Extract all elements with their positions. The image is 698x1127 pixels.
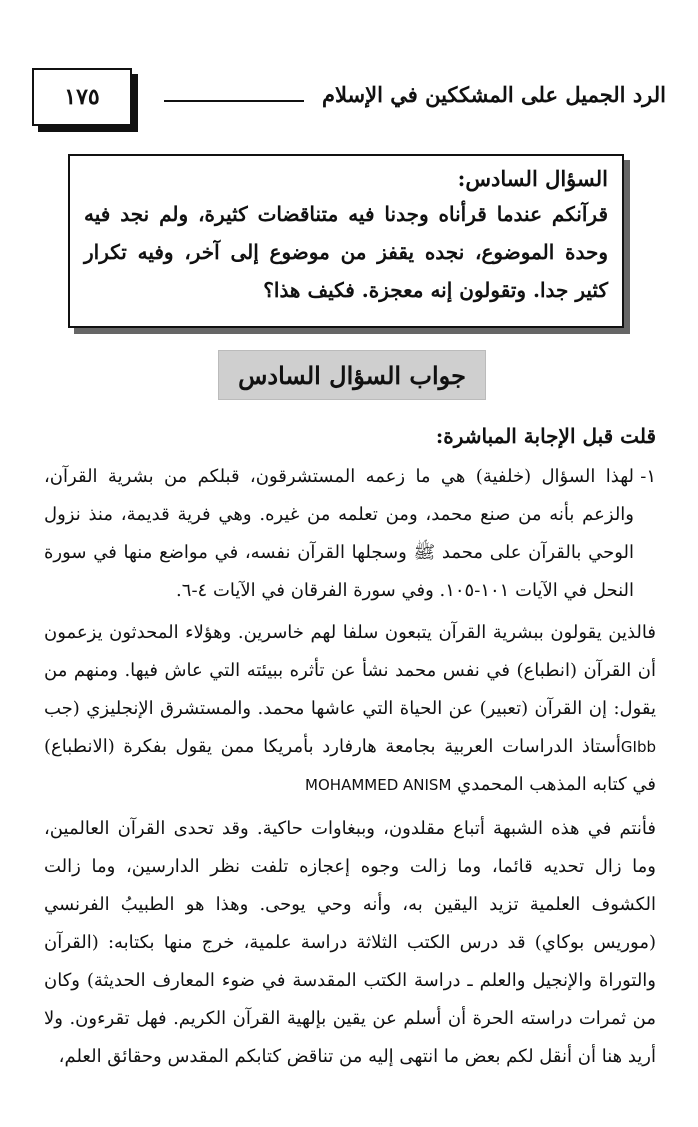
question-box (68, 154, 624, 328)
paragraph-response: فأنتم في هذه الشبهة أتباع مقلدون، وببغاوات حاكية. وقد تحدى القرآن العالمين، وما زال تحديه قائما، وما زالت وجوه إعجازه تلفت نظر الدارسين، وما زالت الكشوف العلمية تزيد اليقين به، وأنه وحي يوحى. وهذا هو الطبيبُ الفرنسي (موريس بوكاي) قد درس الكتب الثلاثة دراسة علمية، خرج منها بكتابه: (القرآن والتوراة والإنجيل والعلم ـ دراسة الكتب المقدسة في ضوء المعارف الحديثة) وكان من ثمرات دراسته الحرة أن أسلم عن يقين بإلهية القرآن الكريم. فهل تقرءون. ولا أريد هنا أن أنقل لكم بعض ما انتهى إليه من تناقض كتابكم المقدس وحقائق العلم، (44, 818, 656, 1067)
paragraph-orientalists (44, 614, 656, 804)
page-number: ١٧٥ (32, 68, 132, 126)
answer-body (44, 418, 656, 1118)
latin-name: GIbb (620, 738, 656, 756)
question-heading: السؤال السادس: (457, 166, 608, 191)
running-header (32, 68, 666, 130)
point-number: ١- (640, 466, 656, 487)
paragraph-text: فالذين يقولون ببشرية القرآن يتبعون سلفا لهم خاسرين. وهؤلاء المحدثون يزعمون أن القرآن (انطباع) في نفس محمد نشأ عن تأثره ببيئته التي عاش فيها. ومنهم من يقول: إن القرآن (تعبير) عن الحياة التي عاشها محمد. والمستشرق الإنجليزي (جب (44, 622, 656, 719)
latin-book-title: MOHAMMED ANISM (305, 776, 452, 794)
question-text: قرآنكم عندما قرأناه وجدنا فيه متناقضات كثيرة، ولم نجد فيه وحدة الموضوع، نجده يقفز من موضوع إلى آخر، وفيه تكرار كثير جدا. وتقولون إنه معجزة. فكيف هذا؟ (84, 202, 608, 302)
running-title: الرد الجميل على المشككين في الإسلام (322, 82, 666, 107)
numbered-point (44, 458, 656, 610)
paragraph-text: أستاذ الدراسات العربية بجامعة هارفارد بأمريكا ممن يقول بفكرة (الانطباع) في كتابه المذهب المحمدي (44, 736, 656, 795)
answer-heading: جواب السؤال السادس (218, 350, 486, 400)
header-rule (164, 100, 304, 102)
answer-intro: قلت قبل الإجابة المباشرة: (435, 424, 656, 448)
point-text: لهذا السؤال (خلفية) هي ما زعمه المستشرقون، قبلكم من بشرية القرآن، والزعم بأنه من صنع محمد، ومن تعلمه من غيره. وهي فرية قديمة، منذ نزول الوحي بالقرآن على محمد ﷺ وسجلها القرآن نفسه، في مواضع منها في سورة النحل في الآيات ١٠١-١٠٥. وفي سورة الفرقان في الآيات ٤-٦. (44, 466, 634, 601)
